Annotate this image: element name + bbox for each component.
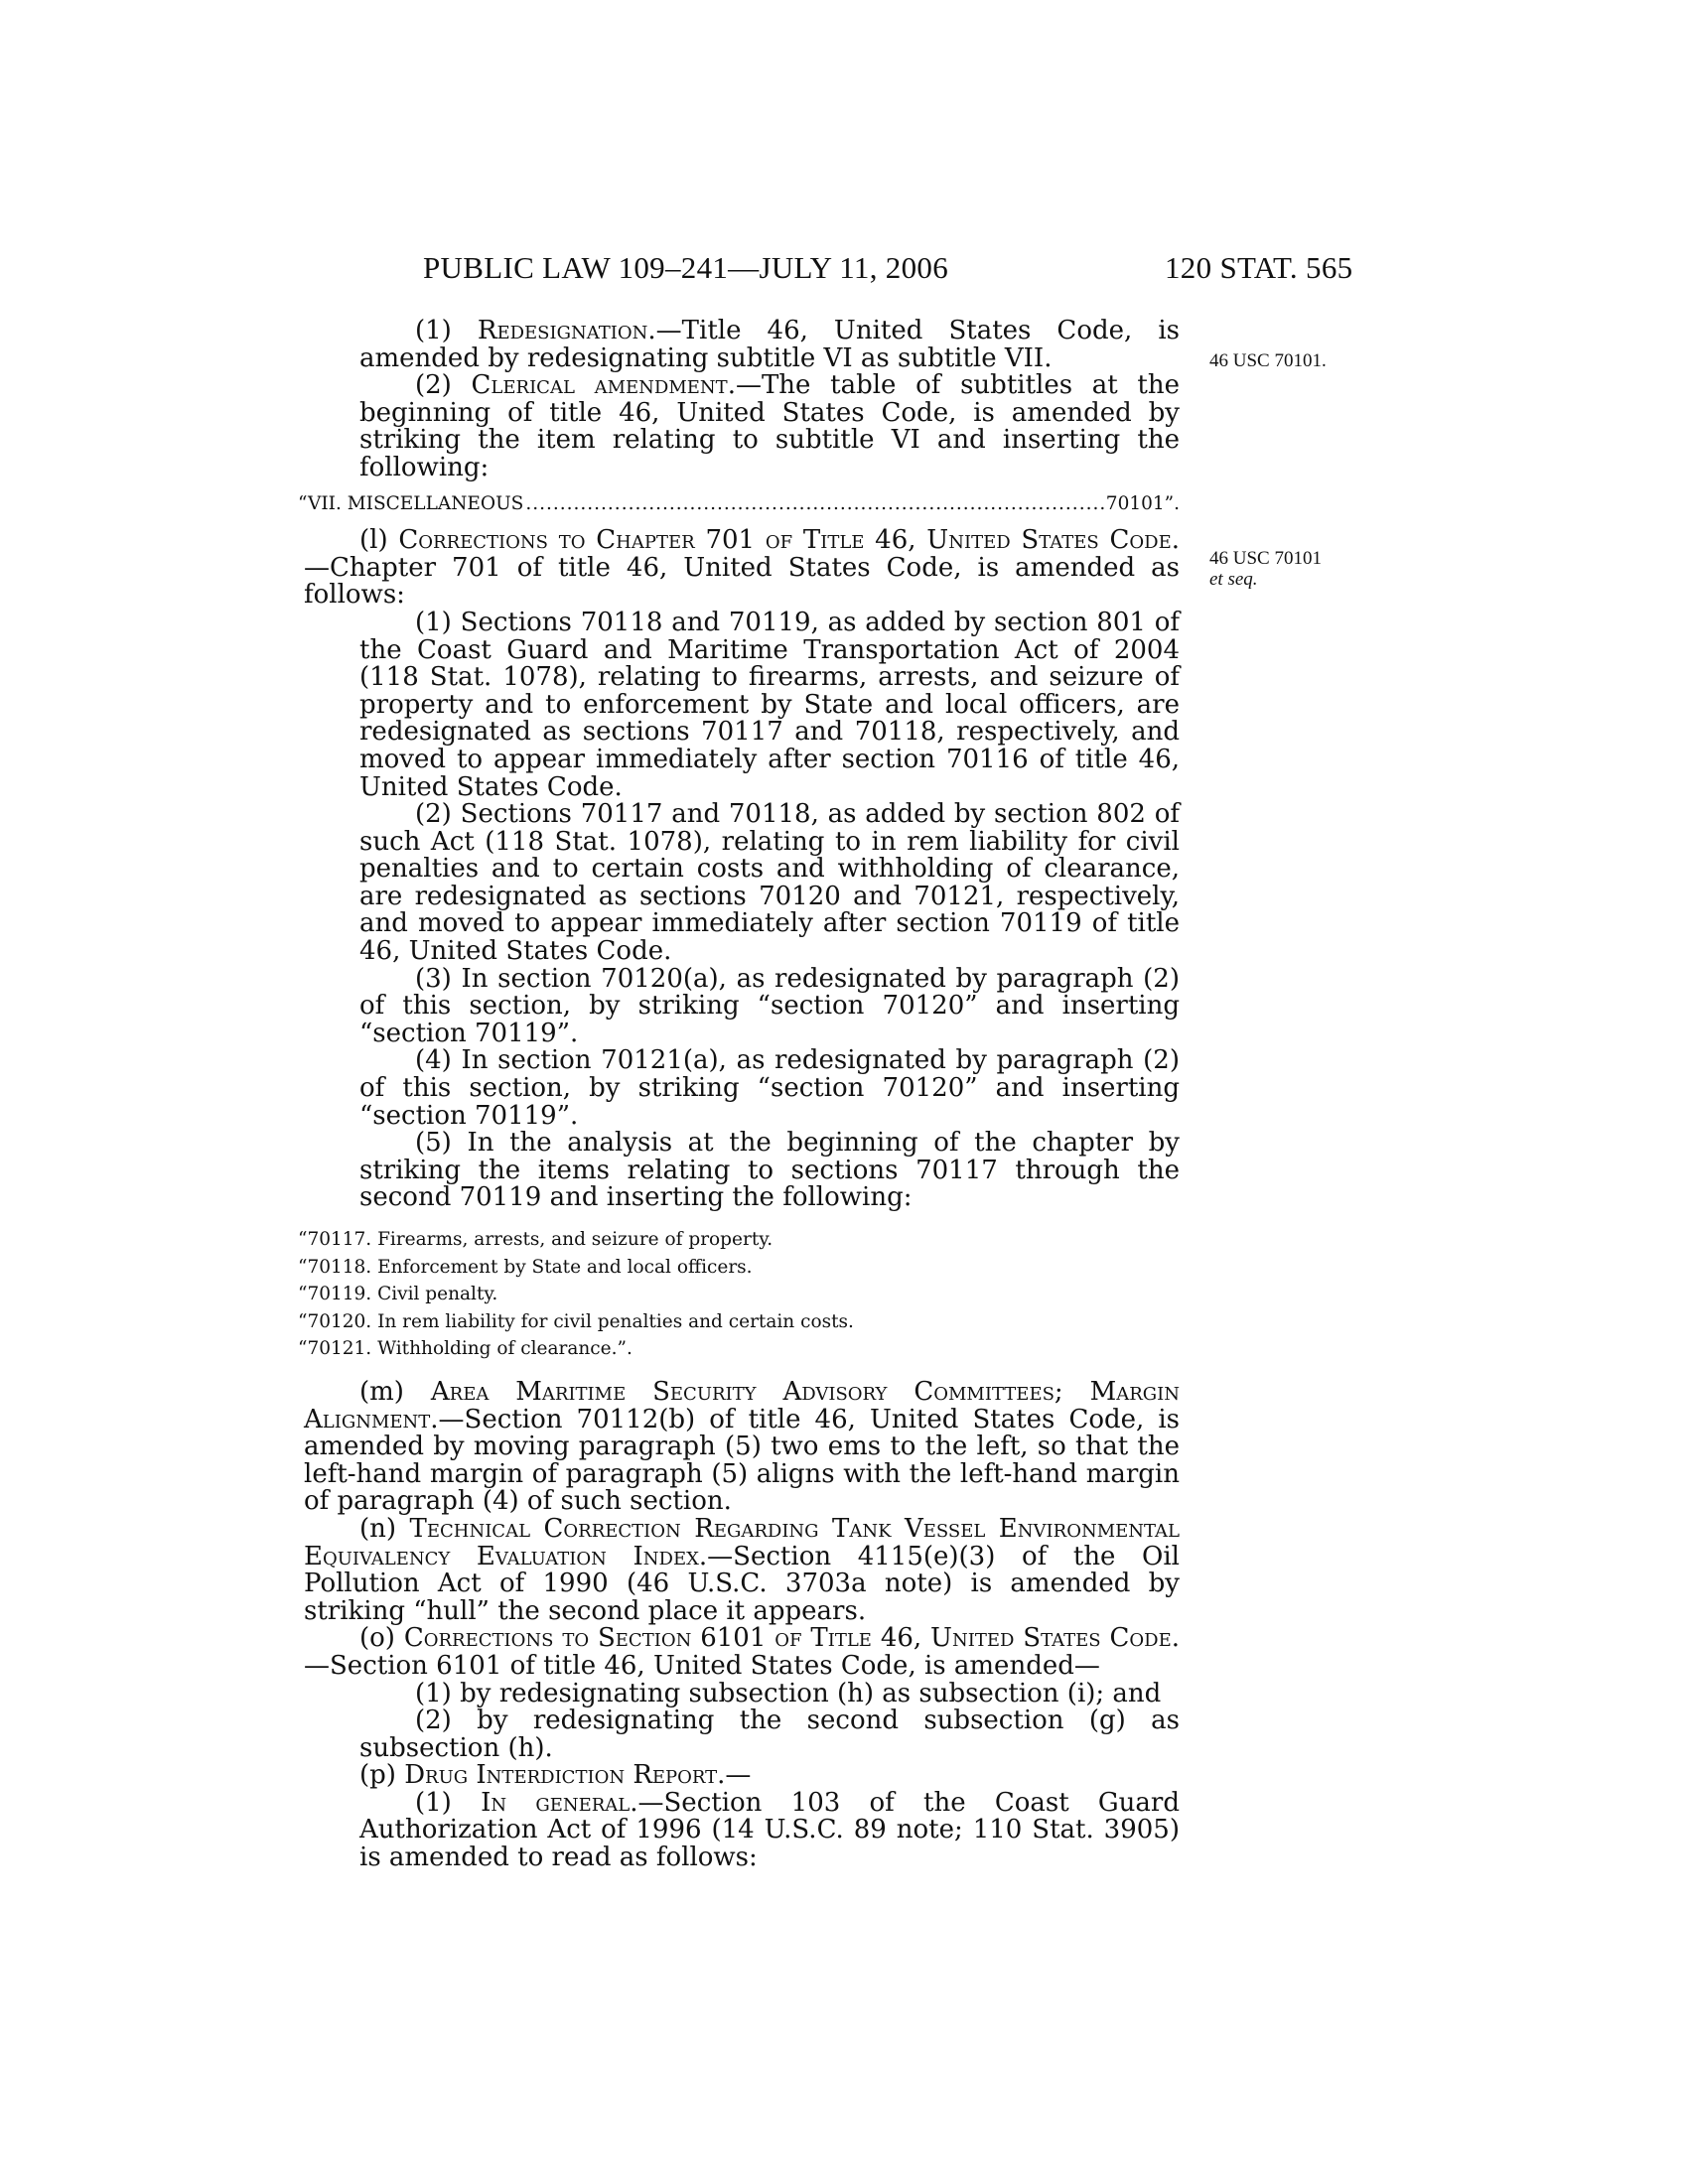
table-of-subtitles-entry: [298, 490, 1180, 518]
analysis-item: “70120. In rem liability for civil penalties and certain costs.: [298, 1310, 854, 1332]
document-body: [298, 316, 1181, 1873]
paragraph-l3: (3) In section 70120(a), as redesignated by paragraph (2) of this section, by striking “section 70120” and inserting “section 70119”.: [359, 963, 1180, 1048]
chapter-analysis-list: [298, 1226, 1180, 1363]
margin-note-et-seq: et seq.: [1209, 569, 1258, 590]
paragraph-k2: (2) Clerical amendment.—The table of subtitles at the beginning of title 46, United States Code, is amended by striking the item relating to subtitle VI and inserting the following:: [359, 370, 1181, 482]
paragraph-l2: (2) Sections 70117 and 70118, as added by section 802 of such Act (118 Stat. 1078), relating to in rem liability for civil penalties and to certain costs and withholding of clearance, are redesignated as sections 70120 and 70121, respectively, and moved to appear immediately after section 70119 of title 46, United States Code.: [359, 799, 1180, 967]
running-header-page: 120 STAT. 565: [1165, 250, 1353, 285]
subsection-m: (m) Area Maritime Security Advisory Committees; Margin Alignment.—Section 70112(b) of title 46, United States Code, is amended by moving paragraph (5) two ems to the left, so that the left-hand margin of paragraph (5) aligns with the left-hand margin of paragraph (4) of such section.: [304, 1376, 1180, 1517]
heading-corrections-chapter-701: Corrections to Chapter 701 of Title 46, United States Code: [398, 525, 1172, 556]
paragraph-o2: (2) by redesignating the second subsection (g) as subsection (h).: [359, 1706, 1180, 1763]
analysis-item: “70118. Enforcement by State and local officers.: [298, 1256, 753, 1278]
paragraph-l1: (1) Sections 70118 and 70119, as added by section 801 of the Coast Guard and Maritime Transportation Act of 2004 (118 Stat. 1078), relating to firearms, arrests, and seizure of property and to enforcement by State and local officers, are redesignated as sections 70117 and 70118, respectively, and moved to appear immediately after section 70116 of title 46, United States Code.: [359, 607, 1180, 802]
heading-area-maritime-security: Area Maritime Security Advisory Committees; Margin Alignment: [304, 1376, 1180, 1434]
analysis-item: “70117. Firearms, arrests, and seizure of property.: [298, 1229, 774, 1250]
margin-note-46usc70101-et-seq: [1209, 548, 1322, 590]
heading-technical-correction: Technical Correction Regarding Tank Vessel Environmental Equivalency Evaluation Index: [304, 1513, 1181, 1571]
margin-note-line: 46 USC 70101: [1209, 548, 1322, 569]
heading-redesignation: Redesignation: [477, 316, 648, 345]
heading-in-general: In general: [481, 1787, 631, 1818]
subsection-p: (p) Drug Interdiction Report.—: [359, 1760, 752, 1791]
analysis-item: “70121. Withholding of clearance.”.: [298, 1338, 633, 1360]
paragraph-l5: (5) In the analysis at the beginning of the chapter by striking the items relating to sections 70117 through the second 70119 and inserting the following:: [359, 1128, 1180, 1213]
analysis-item: “70119. Civil penalty.: [298, 1284, 498, 1305]
paragraph-p1: (1) In general.—Section 103 of the Coast Guard Authorization Act of 1996 (14 U.S.C. 89 note; 110 Stat. 3905) is amended to read as follows:: [359, 1787, 1180, 1873]
paragraph-l4: (4) In section 70121(a), as redesignated by paragraph (2) of this section, by striking “section 70120” and inserting “section 70119”.: [359, 1045, 1180, 1131]
toc-label: “VII. MISCELLANEOUS: [298, 492, 524, 514]
heading-drug-interdiction-report: Drug Interdiction Report: [404, 1760, 718, 1791]
heading-corrections-section-6101: Corrections to Section 6101 of Title 46, United States Code: [403, 1623, 1172, 1654]
heading-clerical-amendment: Clerical amendment: [471, 370, 728, 401]
margin-note-46usc70101: 46 USC 70101.: [1209, 350, 1327, 371]
paragraph-o1: (1) by redesignating subsection (h) as subsection (i); and: [415, 1678, 1162, 1708]
subsection-o: (o) Corrections to Section 6101 of Title 46, United States Code.—Section 6101 of title 46, United States Code, is amended—: [304, 1623, 1180, 1681]
paragraph-k1: (1) Redesignation.—Title 46, United States Code, is amended by redesignating subtitle VI as subtitle VII.: [359, 316, 1180, 373]
subsection-l: (l) Corrections to Chapter 701 of Title 46, United States Code.—Chapter 701 of title 46, United States Code, is amended as follows:: [304, 525, 1180, 611]
toc-leader-dots: [525, 490, 1103, 518]
toc-page: 70101”.: [1105, 492, 1180, 514]
running-header-title: PUBLIC LAW 109–241—JULY 11, 2006: [423, 250, 949, 285]
subsection-n: (n) Technical Correction Regarding Tank Vessel Environmental Equivalency Evaluation Index.—Section 4115(e)(3) of the Oil Pollution Act of 1990 (46 U.S.C. 3703a note) is amended by striking “hull” the second place it appears.: [304, 1513, 1181, 1626]
